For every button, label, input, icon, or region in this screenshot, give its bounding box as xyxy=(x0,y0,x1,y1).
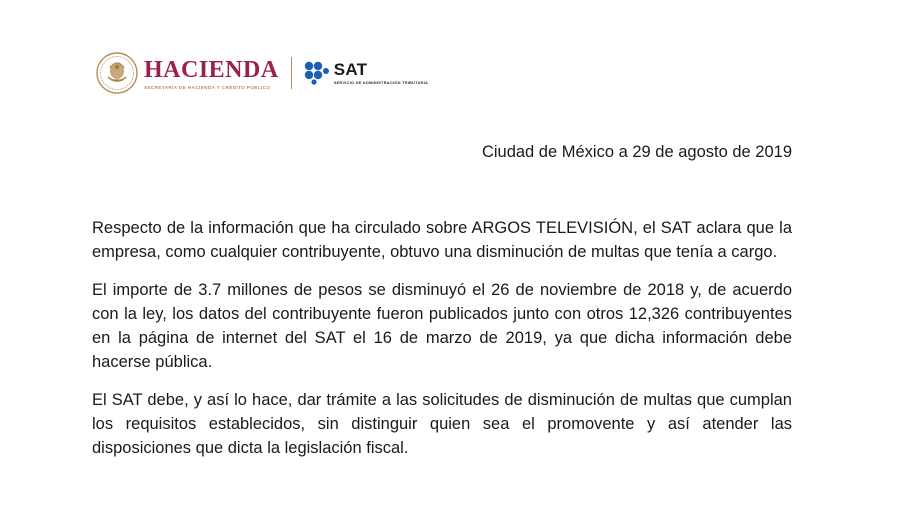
sat-subtitle: SERVICIO DE ADMINISTRACIÓN TRIBUTARIA xyxy=(333,80,429,85)
sat-logo xyxy=(304,61,428,85)
letterhead xyxy=(96,50,428,96)
sat-title: SAT xyxy=(333,60,368,79)
paragraph-1: Respecto de la información que ha circulado sobre ARGOS TELEVISIÓN, el SAT aclara que la empresa, como cualquier contribuyente, obtuvo una disminución de multas que tenía a cargo. xyxy=(92,219,792,261)
paragraph-3: El SAT debe, y así lo hace, dar trámite a las solicitudes de disminución de multas que cumplan los requisitos establecidos, sin distinguir quien sea el promovente y así atender las disposiciones que dicta la legislación fiscal. xyxy=(92,391,792,457)
hacienda-logo xyxy=(144,57,279,90)
hacienda-subtitle: SECRETARÍA DE HACIENDA Y CRÉDITO PÚBLICO xyxy=(144,84,271,90)
sat-dots-logo-icon xyxy=(304,61,330,85)
mexico-coat-of-arms-seal-icon xyxy=(96,52,138,94)
paragraph-2: El importe de 3.7 millones de pesos se disminuyó el 26 de noviembre de 2018 y, de acuerdo con la ley, los datos del contribuyente fueron publicados junto con otros 12,326 contribuyentes en la página de internet del SAT el 16 de marzo de 2019, ya que dicha información debe hacerse pública. xyxy=(92,281,792,371)
date-line: Ciudad de México a 29 de agosto de 2019 xyxy=(481,143,792,161)
document-body xyxy=(92,216,792,474)
logo-divider xyxy=(291,57,292,89)
hacienda-title: HACIENDA xyxy=(144,56,279,83)
